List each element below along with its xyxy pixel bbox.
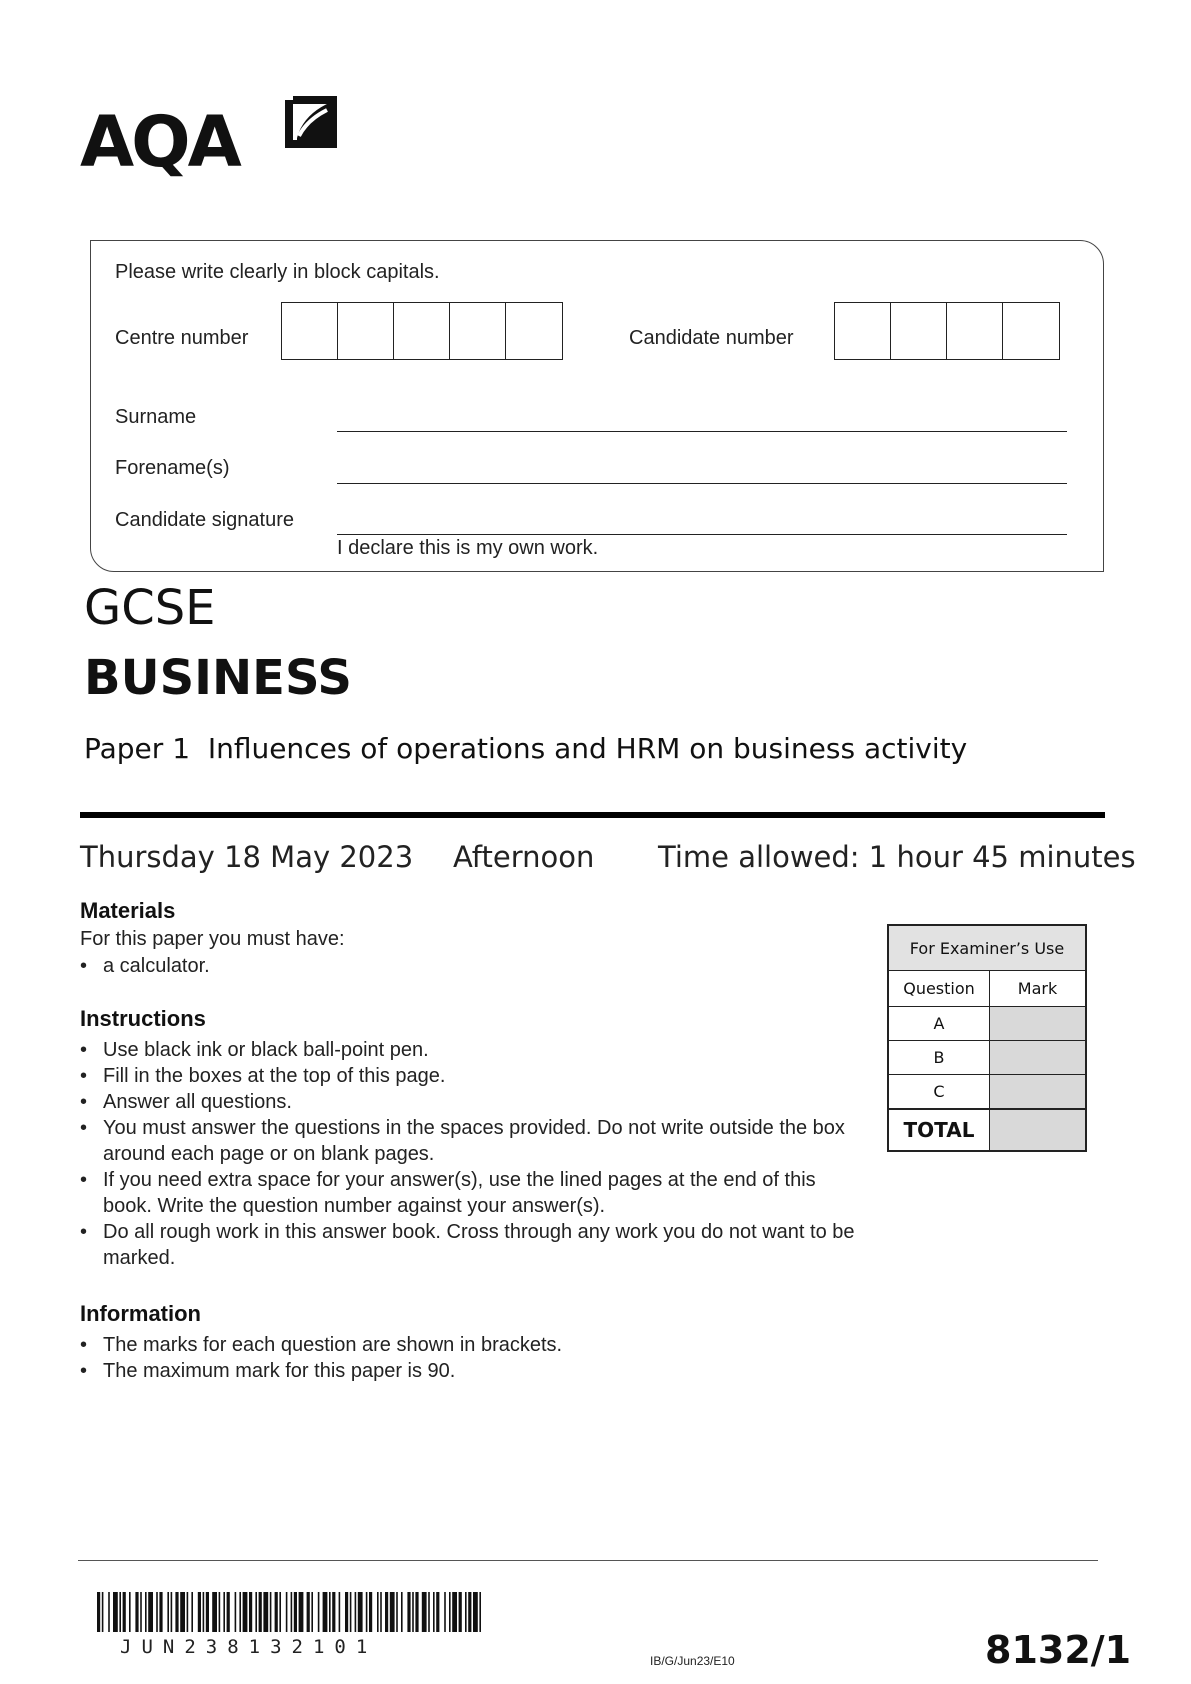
question-label: A bbox=[888, 1007, 990, 1041]
total-label: TOTAL bbox=[888, 1109, 990, 1151]
instructions-list bbox=[80, 1037, 860, 1271]
block-capitals-instruction: Please write clearly in block capitals. bbox=[115, 261, 440, 283]
candidate-details-box bbox=[90, 240, 1104, 572]
declaration-text: I declare this is my own work. bbox=[337, 537, 599, 559]
aqa-leaf-icon bbox=[283, 94, 339, 150]
time-allowed: Time allowed: 1 hour 45 minutes bbox=[658, 840, 1136, 874]
candidate-number-boxes bbox=[834, 302, 1060, 360]
aqa-logo bbox=[80, 92, 340, 192]
forename-line[interactable] bbox=[337, 483, 1067, 484]
candidate-number-box[interactable] bbox=[947, 303, 1003, 359]
centre-number-box[interactable] bbox=[282, 303, 338, 359]
instruction-item: • If you need extra space for your answer(s), use the lined pages at the end of this book. Write the question number against your answer(s). bbox=[80, 1167, 860, 1219]
instruction-item: • Fill in the boxes at the top of this page. bbox=[80, 1063, 860, 1089]
signature-line[interactable] bbox=[337, 534, 1067, 535]
question-label: B bbox=[888, 1041, 990, 1075]
information-list bbox=[80, 1332, 562, 1384]
mark-cell bbox=[990, 1041, 1087, 1075]
barcode-text: JUN238132101 bbox=[120, 1636, 378, 1658]
question-label: C bbox=[888, 1075, 990, 1110]
exam-date: Thursday 18 May 2023 bbox=[80, 840, 414, 874]
examiners-use-table bbox=[887, 924, 1087, 1152]
paper-code: 8132/1 bbox=[985, 1628, 1132, 1672]
mark-cell bbox=[990, 1075, 1087, 1110]
instruction-item: • Do all rough work in this answer book. Cross through any work you do not want to be marked. bbox=[80, 1219, 860, 1271]
total-mark-cell bbox=[990, 1109, 1087, 1151]
centre-number-label: Centre number bbox=[115, 327, 249, 349]
heading-rule bbox=[80, 812, 1105, 818]
centre-number-box[interactable] bbox=[450, 303, 506, 359]
question-column-header: Question bbox=[888, 971, 990, 1007]
barcode-icon bbox=[97, 1592, 482, 1632]
candidate-number-label: Candidate number bbox=[629, 327, 794, 349]
paper-reference: IB/G/Jun23/E10 bbox=[650, 1654, 735, 1668]
candidate-number-box[interactable] bbox=[1003, 303, 1059, 359]
instruction-item: • Use black ink or black ball-point pen. bbox=[80, 1037, 860, 1063]
centre-number-box[interactable] bbox=[394, 303, 450, 359]
mark-column-header: Mark bbox=[990, 971, 1087, 1007]
surname-label: Surname bbox=[115, 406, 197, 428]
subject-title: BUSINESS bbox=[84, 650, 352, 706]
centre-number-boxes bbox=[281, 302, 563, 360]
materials-intro: For this paper you must have: bbox=[80, 928, 345, 950]
instruction-item: • Answer all questions. bbox=[80, 1089, 860, 1115]
candidate-number-box[interactable] bbox=[891, 303, 947, 359]
examiners-use-title: For Examiner’s Use bbox=[888, 925, 1086, 971]
forename-label: Forename(s) bbox=[115, 457, 230, 479]
information-item: • The marks for each question are shown in brackets. bbox=[80, 1332, 562, 1358]
qualification-title: GCSE bbox=[84, 580, 216, 636]
logo-text: AQA bbox=[80, 101, 239, 183]
instructions-heading: Instructions bbox=[80, 1006, 206, 1031]
paper-title: Paper 1 Influences of operations and HRM on business activity bbox=[84, 732, 968, 765]
instruction-item: • You must answer the questions in the spaces provided. Do not write outside the box around each page or on blank pages. bbox=[80, 1115, 860, 1167]
centre-number-box[interactable] bbox=[338, 303, 394, 359]
footer-rule bbox=[78, 1560, 1098, 1561]
materials-list bbox=[80, 953, 210, 979]
centre-number-box[interactable] bbox=[506, 303, 562, 359]
materials-item: • a calculator. bbox=[80, 953, 210, 979]
information-heading: Information bbox=[80, 1301, 201, 1326]
exam-session: Afternoon bbox=[453, 840, 595, 874]
signature-label: Candidate signature bbox=[115, 509, 295, 531]
surname-line[interactable] bbox=[337, 431, 1067, 432]
information-item: • The maximum mark for this paper is 90. bbox=[80, 1358, 562, 1384]
mark-cell bbox=[990, 1007, 1087, 1041]
candidate-number-box[interactable] bbox=[835, 303, 891, 359]
materials-heading: Materials bbox=[80, 898, 176, 923]
